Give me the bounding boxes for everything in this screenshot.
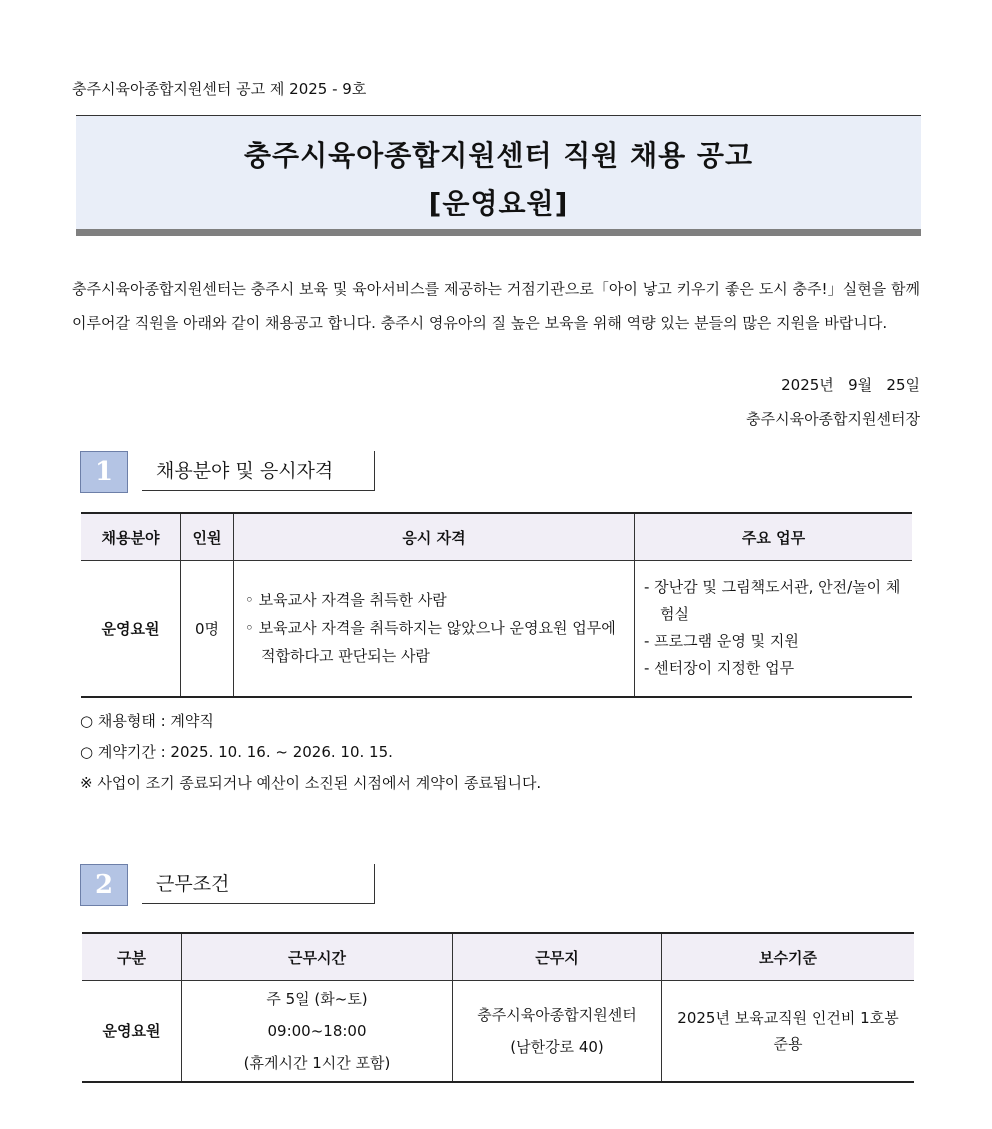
employment-notes xyxy=(80,706,541,799)
recruitment-table xyxy=(81,512,912,698)
issuer-name: 충주시육아종합지원센터장 xyxy=(746,410,920,428)
col-header-hours: 근무시간 xyxy=(182,933,453,981)
duty-item: - 프로그램 운영 및 지원 xyxy=(644,632,799,651)
cell-type: 운영요원 xyxy=(82,981,182,1082)
notice-number: 충주시육아종합지원센터 공고 제 2025 - 9호 xyxy=(72,80,367,98)
note-termination: ※ 사업이 조기 종료되거나 예산이 소진된 시점에서 계약이 종료됩니다. xyxy=(80,774,542,792)
table-row xyxy=(82,981,914,1082)
cell-count: 0명 xyxy=(181,561,234,697)
hours-days: 주 5일 (화~토) xyxy=(266,989,368,1008)
location-address: (남한강로 40) xyxy=(510,1037,604,1056)
qualification-item: ◦ 보육교사 자격을 취득하지는 않았으나 운영요원 업무에 적합하다고 판단되는 사람 xyxy=(245,619,616,666)
note-employment-type: ○ 채용형태 : 계약직 xyxy=(80,712,214,730)
col-header-duties: 주요 업무 xyxy=(635,513,913,561)
title-banner xyxy=(76,115,921,236)
notice-date: 2025년 9월 25일 xyxy=(781,376,920,394)
work-conditions-table xyxy=(82,932,914,1083)
col-header-count: 인원 xyxy=(181,513,234,561)
duty-item: - 장난감 및 그림책도서관, 안전/놀이 체험실 xyxy=(644,578,901,624)
cell-location xyxy=(453,981,662,1082)
note-contract-period: ○ 계약기간 : 2025. 10. 16. ~ 2026. 10. 15. xyxy=(80,743,393,761)
cell-pay: 2025년 보육교직원 인건비 1호봉 준용 xyxy=(662,981,915,1082)
col-header-location: 근무지 xyxy=(453,933,662,981)
col-header-type: 구분 xyxy=(82,933,182,981)
col-header-qualification: 응시 자격 xyxy=(234,513,635,561)
page-title: 충주시육아종합지원센터 직원 채용 공고 xyxy=(243,139,754,172)
intro-paragraph: 충주시육아종합지원센터는 충주시 보육 및 육아서비스를 제공하는 거점기관으로「아이 낳고 키우기 좋은 도시 충주!」실현을 함께 이루어갈 직원을 아래와 같이 채용공고 합니다. 충주시 영유아의 질 높은 보육을 위해 역량 있는 분들의 많은 지원을 바랍니다. xyxy=(72,280,920,332)
cell-qualifications xyxy=(234,561,635,697)
hours-break: (휴게시간 1시간 포함) xyxy=(243,1053,391,1072)
section-1-number: 1 xyxy=(80,451,128,493)
section-1-label: 채용분야 및 응시자격 xyxy=(142,451,375,491)
col-header-pay: 보수기준 xyxy=(662,933,915,981)
hours-time: 09:00~18:00 xyxy=(267,1021,367,1040)
cell-hours xyxy=(182,981,453,1082)
section-2-label: 근무조건 xyxy=(142,864,375,904)
duty-item: - 센터장이 지정한 업무 xyxy=(644,659,795,678)
cell-duties xyxy=(635,561,913,697)
page-subtitle: [운영요원] xyxy=(428,187,569,220)
table-row xyxy=(81,561,912,697)
cell-field: 운영요원 xyxy=(81,561,181,697)
location-name: 충주시육아종합지원센터 xyxy=(477,1005,637,1024)
qualification-item: ◦ 보육교사 자격을 취득한 사람 xyxy=(245,591,447,610)
col-header-field: 채용분야 xyxy=(81,513,181,561)
section-2-number: 2 xyxy=(80,864,128,906)
